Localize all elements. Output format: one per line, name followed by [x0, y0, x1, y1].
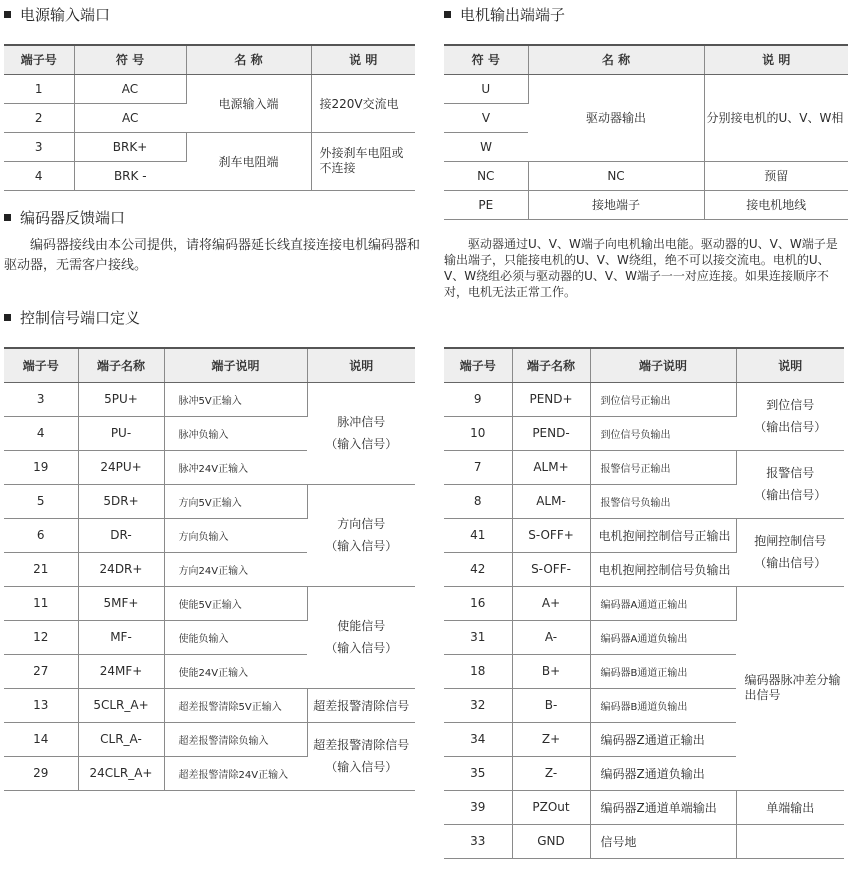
table-row [4, 688, 415, 722]
terminal-name: GND [512, 824, 590, 858]
header-cell: 端子号 [4, 348, 78, 382]
table-row [444, 161, 848, 190]
terminal-number: 3 [4, 132, 74, 161]
group-desc-encoder: 编码器脉冲差分输出信号 [736, 586, 844, 790]
group-desc-clear: 超差报警清除信号 [307, 688, 415, 722]
terminal-name: ALM- [512, 484, 590, 518]
table-header-row [4, 348, 415, 382]
header-cell: 端子名称 [78, 348, 164, 382]
header-cell: 端子说明 [590, 348, 736, 382]
power-title-text: 电源输入端口 [20, 6, 111, 24]
encoder-paragraph: 编码器接线由本公司提供，请将编码器延长线直接连接电机编码器和驱动器，无需客户接线。 [4, 238, 421, 273]
terminal-number: 42 [444, 552, 512, 586]
terminal-desc: 编码器Z通道正输出 [590, 722, 736, 756]
header-cell: 说 明 [704, 45, 848, 74]
terminal-desc: 接220V交流电 [311, 74, 415, 132]
terminal-name: B- [512, 688, 590, 722]
terminal-number: 35 [444, 756, 512, 790]
group-desc-clear-input [307, 722, 415, 790]
terminal-name: 24MF+ [78, 654, 164, 688]
terminal-desc: 编码器B通道正输出 [590, 654, 736, 688]
terminal-name: 24PU+ [78, 450, 164, 484]
terminal-number: 34 [444, 722, 512, 756]
terminal-symbol: AC [74, 74, 186, 103]
terminal-desc: 使能24V正输入 [164, 654, 307, 688]
terminal-name: 5DR+ [78, 484, 164, 518]
group-sublabel: （输出信号） [754, 420, 827, 434]
terminal-symbol: AC [74, 103, 186, 132]
terminal-name: 24CLR_A+ [78, 756, 164, 790]
terminal-desc: 超差报警清除5V正输入 [164, 688, 307, 722]
terminal-name: A+ [512, 586, 590, 620]
table-header-row [444, 348, 844, 382]
control-title-text: 控制信号端口定义 [20, 309, 141, 327]
terminal-number: 6 [4, 518, 78, 552]
terminal-desc: 脉冲5V正输入 [164, 382, 307, 416]
header-cell: 名 称 [528, 45, 704, 74]
terminal-name: B+ [512, 654, 590, 688]
terminal-name: PEND+ [512, 382, 590, 416]
terminal-name: NC [528, 161, 704, 190]
terminal-name: MF- [78, 620, 164, 654]
group-sublabel: （输入信号） [325, 539, 398, 553]
terminal-desc: 外接刹车电阻或不连接 [311, 132, 415, 190]
group-desc-direction [307, 484, 415, 586]
group-desc-enable [307, 586, 415, 688]
table-row [444, 790, 844, 824]
header-cell: 端子说明 [164, 348, 307, 382]
table-row [444, 586, 844, 620]
terminal-name: 5PU+ [78, 382, 164, 416]
motor-title-text: 电机输出端端子 [460, 6, 566, 24]
terminal-desc: 编码器B通道负输出 [590, 688, 736, 722]
bullet-square-icon [4, 314, 11, 321]
terminal-number: 11 [4, 586, 78, 620]
terminal-desc: 编码器A通道负输出 [590, 620, 736, 654]
terminal-name: 驱动器输出 [528, 74, 704, 161]
terminal-number: 1 [4, 74, 74, 103]
terminal-desc: 报警信号负输出 [590, 484, 736, 518]
terminal-name: 24DR+ [78, 552, 164, 586]
terminal-number: 27 [4, 654, 78, 688]
terminal-number: 33 [444, 824, 512, 858]
header-cell: 符 号 [74, 45, 186, 74]
table-header-row [4, 45, 415, 74]
terminal-name: PEND- [512, 416, 590, 450]
terminal-desc: 分别接电机的U、V、W相 [704, 74, 848, 161]
terminal-name: 电源输入端 [186, 74, 311, 132]
terminal-name: 刹车电阻端 [186, 132, 311, 190]
terminal-symbol: U [444, 74, 528, 103]
terminal-desc: 超差报警清除负输入 [164, 722, 307, 756]
terminal-number: 39 [444, 790, 512, 824]
terminal-desc: 编码器Z通道负输出 [590, 756, 736, 790]
power-table [4, 44, 415, 191]
terminal-desc: 预留 [704, 161, 848, 190]
group-desc-empty [736, 824, 844, 858]
terminal-desc: 方向负输入 [164, 518, 307, 552]
terminal-number: 4 [4, 416, 78, 450]
table-row [4, 722, 415, 756]
header-cell: 端子号 [4, 45, 74, 74]
terminal-desc: 信号地 [590, 824, 736, 858]
terminal-name: 5CLR_A+ [78, 688, 164, 722]
header-cell: 符 号 [444, 45, 528, 74]
power-section-title [4, 6, 110, 24]
terminal-number: 12 [4, 620, 78, 654]
terminal-number: 2 [4, 103, 74, 132]
group-label: 到位信号 [766, 398, 815, 412]
table-row [4, 382, 415, 416]
bullet-square-icon [4, 214, 11, 221]
motor-section-title [444, 6, 565, 24]
encoder-section-title [4, 209, 125, 227]
terminal-name: PU- [78, 416, 164, 450]
terminal-number: 16 [444, 586, 512, 620]
group-sublabel: （输入信号） [325, 760, 398, 774]
table-header-row [444, 45, 848, 74]
control-table-left [4, 347, 415, 791]
terminal-name: CLR_A- [78, 722, 164, 756]
terminal-number: 10 [444, 416, 512, 450]
motor-paragraph: 驱动器通过U、V、W端子向电机输出电能。驱动器的U、V、W端子是输出端子，只能接电机的U、V、W绕组，绝不可以接交流电。电机的U、V、W绕组必须与驱动器的U、V、W端子一一对应连接。如果连接顺序不对，电机无法正常工作。 [444, 237, 838, 299]
group-desc-pend [736, 382, 844, 450]
table-row [4, 132, 415, 161]
bullet-square-icon [4, 11, 11, 18]
header-cell: 说明 [736, 348, 844, 382]
terminal-desc: 超差报警清除24V正输入 [164, 756, 307, 790]
table-row [444, 450, 844, 484]
terminal-number: 8 [444, 484, 512, 518]
terminal-desc: 编码器Z通道单端输出 [590, 790, 736, 824]
terminal-number: 4 [4, 161, 74, 190]
table-row [444, 190, 848, 219]
terminal-desc: 使能5V正输入 [164, 586, 307, 620]
motor-table [444, 44, 848, 220]
terminal-symbol: BRK+ [74, 132, 186, 161]
terminal-number: 14 [4, 722, 78, 756]
terminal-number: 21 [4, 552, 78, 586]
terminal-number: 7 [444, 450, 512, 484]
table-row [444, 824, 844, 858]
group-label: 报警信号 [766, 466, 815, 480]
control-section-title [4, 309, 140, 327]
group-desc-brake [736, 518, 844, 586]
encoder-title-text: 编码器反馈端口 [20, 209, 126, 227]
terminal-number: 31 [444, 620, 512, 654]
terminal-number: 18 [444, 654, 512, 688]
bullet-square-icon [444, 11, 451, 18]
table-row [4, 586, 415, 620]
header-cell: 端子号 [444, 348, 512, 382]
terminal-desc: 脉冲负输入 [164, 416, 307, 450]
header-cell: 说明 [307, 348, 415, 382]
terminal-name: S-OFF+ [512, 518, 590, 552]
terminal-name: 接地端子 [528, 190, 704, 219]
terminal-number: 41 [444, 518, 512, 552]
header-cell: 端子名称 [512, 348, 590, 382]
terminal-symbol: NC [444, 161, 528, 190]
terminal-symbol: W [444, 132, 528, 161]
terminal-desc: 报警信号正输出 [590, 450, 736, 484]
group-desc-alarm [736, 450, 844, 518]
terminal-desc: 方向5V正输入 [164, 484, 307, 518]
terminal-name: PZOut [512, 790, 590, 824]
terminal-desc: 编码器A通道正输出 [590, 586, 736, 620]
group-label: 方向信号 [337, 517, 386, 531]
terminal-name: Z- [512, 756, 590, 790]
group-label: 抱闸控制信号 [754, 534, 827, 548]
terminal-desc: 接电机地线 [704, 190, 848, 219]
terminal-desc: 脉冲24V正输入 [164, 450, 307, 484]
table-row [444, 382, 844, 416]
control-table-right [444, 347, 844, 859]
header-cell: 说 明 [311, 45, 415, 74]
terminal-number: 9 [444, 382, 512, 416]
terminal-name: ALM+ [512, 450, 590, 484]
table-row [444, 74, 848, 103]
terminal-desc: 方向24V正输入 [164, 552, 307, 586]
terminal-desc: 使能负输入 [164, 620, 307, 654]
terminal-number: 13 [4, 688, 78, 722]
terminal-name: 5MF+ [78, 586, 164, 620]
group-label: 脉冲信号 [337, 415, 386, 429]
terminal-name: Z+ [512, 722, 590, 756]
table-row [4, 484, 415, 518]
terminal-desc: 电机抱闸控制信号正输出 [590, 518, 736, 552]
terminal-number: 19 [4, 450, 78, 484]
group-desc-single-ended: 单端输出 [736, 790, 844, 824]
group-sublabel: （输出信号） [754, 556, 827, 570]
terminal-number: 3 [4, 382, 78, 416]
group-label: 使能信号 [337, 619, 386, 633]
table-row [4, 74, 415, 103]
terminal-number: 29 [4, 756, 78, 790]
terminal-name: S-OFF- [512, 552, 590, 586]
terminal-number: 5 [4, 484, 78, 518]
group-sublabel: （输入信号） [325, 641, 398, 655]
group-sublabel: （输出信号） [754, 488, 827, 502]
table-row [444, 518, 844, 552]
terminal-symbol: BRK - [74, 161, 186, 190]
terminal-name: A- [512, 620, 590, 654]
group-sublabel: （输入信号） [325, 437, 398, 451]
terminal-desc: 到位信号正输出 [590, 382, 736, 416]
terminal-symbol: PE [444, 190, 528, 219]
terminal-symbol: V [444, 103, 528, 132]
header-cell: 名 称 [186, 45, 311, 74]
terminal-number: 32 [444, 688, 512, 722]
group-label: 超差报警清除信号 [313, 738, 410, 752]
terminal-name: DR- [78, 518, 164, 552]
terminal-desc: 电机抱闸控制信号负输出 [590, 552, 736, 586]
terminal-desc: 到位信号负输出 [590, 416, 736, 450]
group-desc-pulse [307, 382, 415, 484]
